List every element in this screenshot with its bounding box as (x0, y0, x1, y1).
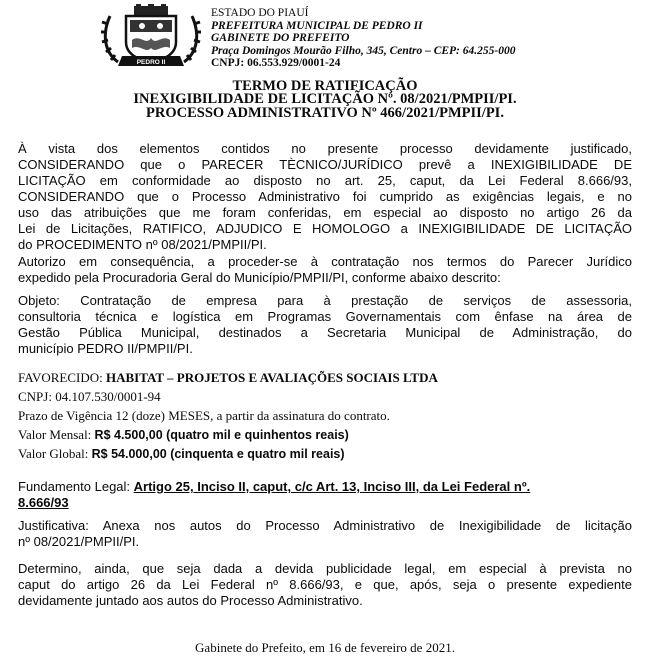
text-line: uso das atribuições que me foram conferidas, em especial ao disposto no artigo 26 da (18, 205, 632, 220)
text-line: devidamente juntado aos autos do Processo Administrativo. (18, 593, 363, 608)
paragraph-justificativa (18, 518, 632, 550)
text-line: Justificativa: Anexa nos autos do Processo Administrativo de Inexigibilidade de licitação (18, 518, 632, 533)
crest-ribbon-text: PEDRO II (136, 59, 166, 66)
fundamento-value: Artigo 25, Inciso II, caput, c/c Art. 13, Inciso III, da Lei Federal nº. (133, 479, 531, 494)
fundamento-label: Fundamento Legal: (18, 479, 134, 494)
fundamento-value-2: 8.666/93 (18, 495, 69, 510)
favorecido-cnpj: CNPJ: 04.107.530/0001-94 (18, 389, 161, 404)
text-line: À vista dos elementos contidos no presente processo devidamente justificado, (18, 141, 632, 156)
favorecido-label: FAVORECIDO: (18, 370, 107, 385)
valor-mensal-value: R$ 4.500,00 (quatro mil e quinhentos reais) (94, 428, 349, 442)
valor-global-label: Valor Global: (18, 446, 92, 461)
text-line: Objeto: Contratação de empresa para à prestação de serviços de assessoria, (18, 293, 632, 308)
paragraph-ratificacao (18, 141, 632, 253)
valor-mensal-row (18, 427, 349, 443)
paragraph-objeto (18, 293, 632, 357)
title-line-1: TERMO DE RATIFICAÇÃO (232, 78, 418, 94)
prefeitura-cnpj: CNPJ: 06.553.929/0001-24 (211, 57, 341, 70)
valor-global-row (18, 446, 345, 462)
favorecido-row (18, 370, 438, 386)
text-line: caput do artigo 26 da Lei Federal nº 8.666/93, e que, após, seja o presente expediente (18, 577, 632, 592)
prefeitura-name: PREFEITURA MUNICIPAL DE PEDRO II (211, 19, 423, 32)
text-line: nº 08/2021/PMPII/PI. (18, 534, 140, 549)
fundamento-row-2 (18, 495, 69, 511)
title-line-3: PROCESSO ADMINISTRATIVO Nº 466/2021/PMPII/PI. (146, 104, 504, 121)
gabinete-name: GABINETE DO PREFEITO (211, 32, 350, 45)
text-line: consultoria técnica e logística em Programas Governamentais com ênfase na área de (18, 309, 632, 324)
valor-global-value: R$ 54.000,00 (cinquenta e quatro mil reais) (91, 447, 345, 461)
state-name: ESTADO DO PIAUÍ (211, 7, 309, 19)
document-body (18, 0, 632, 650)
paragraph-autorizo (18, 254, 632, 286)
text-line: Gestão Pública Municipal, destinados a Secretaria Municipal de Administração, do (18, 325, 632, 340)
text-line: município PEDRO II/PMPII/PI. (18, 341, 193, 356)
paragraph-determino (18, 561, 632, 609)
text-line: Lei de Licitações, RATIFICO, ADJUDICO E HOMOLOGO a INEXIGIBILIDADE DE LICITAÇÃO (18, 221, 632, 236)
text-line: LICITAÇÃO em conformidade ao disposto no art. 25, caput, da Lei Federal 8.666/93, (18, 173, 632, 188)
text-line: Determino, ainda, que seja dada a devida publicidade legal, em especial à prevista no (18, 561, 632, 576)
fundamento-row (18, 479, 530, 495)
valor-mensal-label: Valor Mensal: (18, 427, 95, 442)
signature-date-line: Gabinete do Prefeito, em 16 de fevereiro de 2021. (195, 640, 455, 655)
prazo-vigencia: Prazo de Vigência 12 (doze) MESES, a partir da assinatura do contrato. (18, 408, 390, 423)
title-line-2: INEXIGIBILIDADE DE LICITAÇÃO Nº. 08/2021/PMPII/PI. (133, 91, 517, 108)
text-line: CONSIDERANDO que o PARECER TÈCNICO/JURÍDICO prevê a INEXIGIBILIDADE DE (18, 157, 632, 172)
text-line: Autorizo em consequência, a proceder-se à contratação nos termos do Parecer Jurídico (18, 254, 632, 269)
text-line: CONSIDERANDO que o Processo Administrativo foi cumprido as exigências legais, e no (18, 189, 632, 204)
text-line: expedido pela Procuradoria Geral do Município/PMPII/PI, conforme abaixo descrito: (18, 270, 501, 285)
text-line: do PROCEDIMENTO nº 08/2021/PMPII/PI. (18, 237, 267, 252)
prefeitura-address: Praça Domingos Mourão Filho, 345, Centro – CEP: 64.255-000 (211, 44, 516, 57)
favorecido-value: HABITAT – PROJETOS E AVALIAÇÕES SOCIAIS LTDA (106, 370, 438, 385)
